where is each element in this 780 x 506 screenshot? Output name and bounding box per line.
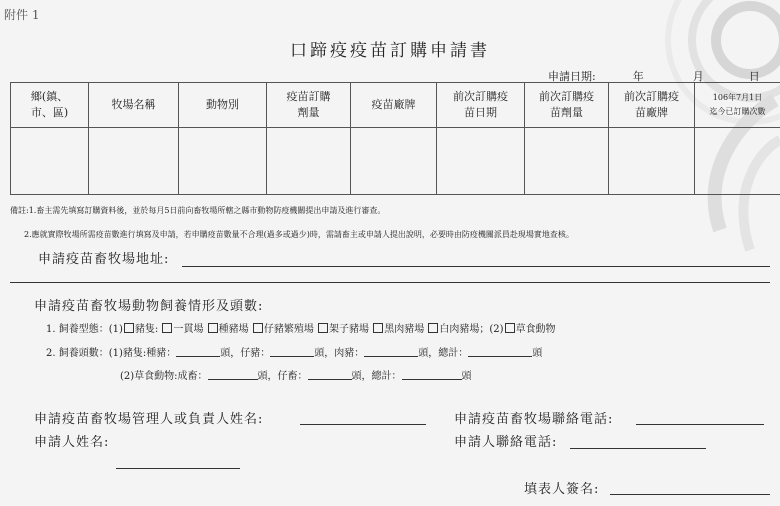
applicant-name-input[interactable] — [116, 468, 240, 469]
header-vaccine-dose: 疫苗訂購 劑量 — [267, 83, 351, 128]
checkbox-pigs[interactable] — [124, 323, 134, 333]
form-title: 口蹄疫疫苗訂購申請書 — [290, 41, 490, 61]
manager-name-input[interactable] — [300, 424, 426, 425]
breeding-type-row: 1. 飼養型態：(1) 豬隻: 一貫場 種豬場 仔豬繁殖場 架子豬場 黑肉豬場 白肉豬場；(2) 草食動物 — [46, 324, 556, 335]
table-header-row — [11, 83, 780, 128]
attachment-label: 附件 1 — [4, 8, 40, 22]
header-prev-order-date: 前次訂購疫 苗日期 — [437, 83, 525, 128]
farm-phone-label: 申請疫苗畜牧場聯絡電話: — [454, 412, 614, 427]
cell-vaccine-brand[interactable] — [351, 128, 437, 195]
checkbox-breeding-farm[interactable] — [208, 323, 218, 333]
breeding-pig-count-input[interactable] — [176, 347, 220, 357]
address-label: 申請疫苗畜牧場地址: — [38, 252, 170, 267]
header-prev-order-brand: 前次訂購疫 苗廠牌 — [609, 83, 695, 128]
signature-input[interactable] — [610, 494, 770, 495]
table-row — [11, 128, 780, 195]
cell-township[interactable] — [11, 128, 89, 195]
cell-animal-type[interactable] — [179, 128, 267, 195]
farm-phone-input[interactable] — [636, 424, 764, 425]
young-herbivore-count-input[interactable] — [308, 370, 352, 380]
piglet-count-input[interactable] — [270, 347, 314, 357]
signature-label: 填表人簽名: — [524, 482, 600, 497]
header-vaccine-brand: 疫苗廠牌 — [351, 83, 437, 128]
header-farm-name: 牧場名稱 — [89, 83, 179, 128]
adult-herbivore-count-input[interactable] — [208, 370, 258, 380]
cell-order-count[interactable] — [695, 128, 780, 195]
cell-prev-order-brand[interactable] — [609, 128, 695, 195]
checkbox-herbivores[interactable] — [505, 323, 515, 333]
checkbox-black-pig-farm[interactable] — [373, 323, 383, 333]
applicant-phone-input[interactable] — [570, 448, 706, 449]
cell-farm-name[interactable] — [89, 128, 179, 195]
header-order-count: 106年7月1日 迄今已訂購次數 — [695, 83, 780, 128]
checkbox-piglet-farm[interactable] — [253, 323, 263, 333]
cell-prev-order-dose[interactable] — [525, 128, 609, 195]
date-year: 年 — [632, 70, 644, 83]
pig-total-input[interactable] — [468, 347, 532, 357]
header-township: 鄉(鎮、 市、區) — [11, 83, 89, 128]
address-input-line-2[interactable] — [10, 282, 770, 283]
order-table — [10, 82, 780, 195]
header-prev-order-dose: 前次訂購疫 苗劑量 — [525, 83, 609, 128]
note-1: 備註:1.畜主需先填寫訂購資料後，並於每月5日前向畜牧場所轄之縣市動物防疫機關提出申請及進行審查。 — [10, 206, 386, 215]
date-label: 申請日期: — [548, 70, 596, 83]
count-row-herbivores: (2)草食動物:成畜： 頭，仔畜： 頭，總計： 頭 — [120, 371, 472, 382]
applicant-phone-label: 申請人聯絡電話: — [454, 435, 558, 450]
manager-name-label: 申請疫苗畜牧場管理人或負責人姓名: — [34, 412, 264, 427]
herbivore-total-input[interactable] — [402, 370, 462, 380]
checkbox-white-pig-farm[interactable] — [428, 323, 438, 333]
header-animal-type: 動物別 — [179, 83, 267, 128]
cell-prev-order-date[interactable] — [437, 128, 525, 195]
date-day: 日 — [748, 70, 760, 83]
address-input-line[interactable] — [182, 266, 770, 267]
date-month: 月 — [692, 70, 704, 83]
note-2: 2.應就實際牧場所需疫苗數進行填寫及申請，若申購疫苗數量不合理(過多或過少)時，需請畜主或申請人提出說明，必要時由防疫機關派員赴現場實地查核。 — [24, 230, 574, 239]
count-row-pigs: 2. 飼養頭數：(1)豬隻:種豬： 頭，仔豬： 頭，肉豬： 頭，總計： 頭 — [46, 348, 543, 359]
cell-vaccine-dose[interactable] — [267, 128, 351, 195]
breeding-label: 申請疫苗畜牧場動物飼養情形及頭數: — [34, 299, 264, 314]
checkbox-integrated-farm[interactable] — [162, 323, 172, 333]
applicant-name-label: 申請人姓名: — [34, 435, 110, 450]
meat-pig-count-input[interactable] — [364, 347, 418, 357]
checkbox-grower-farm[interactable] — [318, 323, 328, 333]
